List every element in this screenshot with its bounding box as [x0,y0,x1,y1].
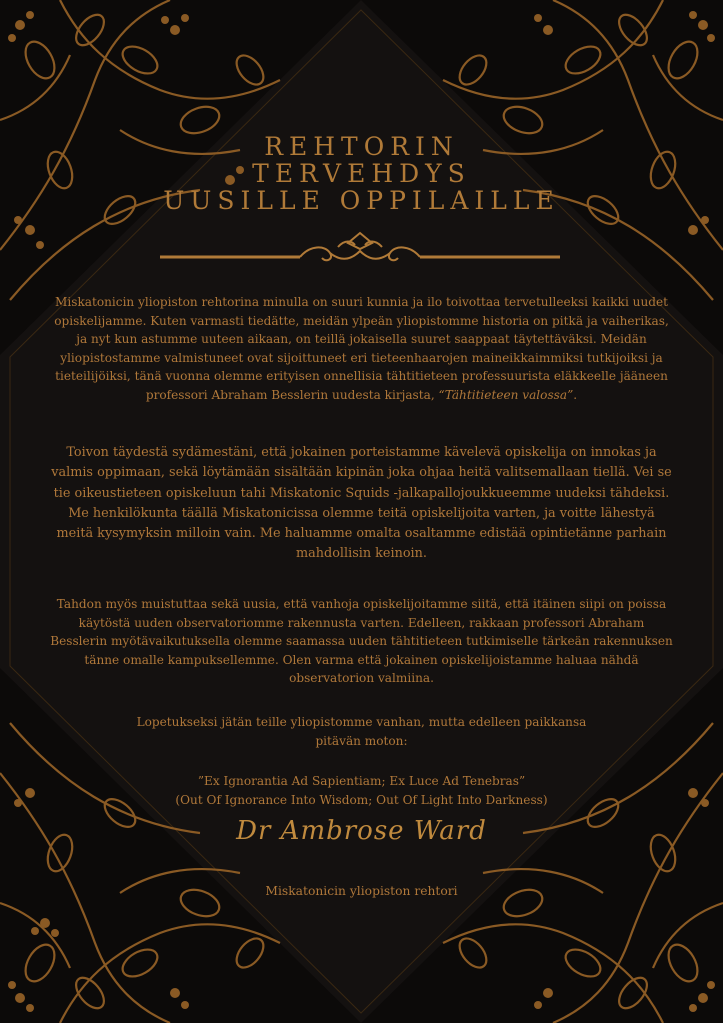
paragraph-closing [50,713,673,750]
title-line-2: TERVEHDYS [252,159,471,188]
paragraph-welcome [50,293,673,404]
paragraph-reminder: Tahdon myös muistuttaa sekä uusia, että vanhoja opiskelijoitamme siitä, että itäinen siipi on poissa käytöstä uuden observatoriomme rakennusta varten. Edelleen, rakkaan professori Abraham Besslerin myötävaikutuksella olemme saamassa uuden tähtitieteen tutkimiselle tärkeän rakennuksen tänne omalle kampuksellemme. Olen varma että jokainen opiskelijoistamme haluaa nähdä observatorion valmiina. [50,597,673,685]
paragraph-welcome-text: Miskatonicin yliopiston rehtorina minulla on suuri kunnia ja ilo toivottaa tervetulleeksi kaikki uudet opiskelijamme. Kuten varmasti tiedätte, meidän ylpeän yliopistomme historia on pitkä ja vaiherikas, ja nyt kun astumme uuteen aikaan, on teillä jokaisella suuret saappaat täytettäväksi. Meidän yliopistostamme valmistuneet ovat sijoittuneet eri tieteenhaarojen maineikkaimmiksi tutkijoiksi ja tieteilijöiksi, tänä vuonna olemme erityisen onnellisia tähtitieteen professuurista eläkkeelle jääneen professori Abraham Besslerin uudesta kirjasta, [54,295,669,402]
signature-name: Dr Ambrose Ward [236,816,487,846]
closing-line-1: Lopetukseksi jätän teille yliopistomme vanhan, mutta edelleen paikkansa [136,715,587,729]
closing-line-2: pitävän moton: [315,733,408,748]
book-title: “Tähtitieteen valossa” [438,387,574,402]
motto-latin: ”Ex Ignorantia Ad Sapientiam; Ex Luce Ad Tenebras” [197,774,526,788]
paragraph-welcome-end: . [573,387,578,402]
paragraph-hope: Toivon täydestä sydämestäni, että jokainen porteistamme kävelevä opiskelija on innokas ja valmis oppimaan, sekä löytämään sisältään kipinän joka ohjaa heitä valitsemallaan tiellä. Vei se tie oikeustieteen opiskeluun tahi Miskatonic Squids -jalkapallojoukkueemme uudeksi tähdeksi. Me henkilökunta täällä Miskatonicissa olemme teitä opiskelijoita varten, ja voitte lähestyä meitä kysymyksin milloin vain. Me haluamme omalta osaltamme edistää opintietänne parhain mahdollisin keinoin. [51,445,672,562]
page-title [0,133,723,214]
title-line-1: REHTORIN [264,132,459,161]
motto-english: (Out Of Ignorance Into Wisdom; Out Of Light Into Darkness) [175,792,548,807]
title-line-3: UUSILLE OPPILAILLE [163,186,560,215]
scroll-divider-ornament-icon [160,231,560,267]
motto [50,772,673,809]
signature-role: Miskatonicin yliopiston rehtori [265,884,458,898]
